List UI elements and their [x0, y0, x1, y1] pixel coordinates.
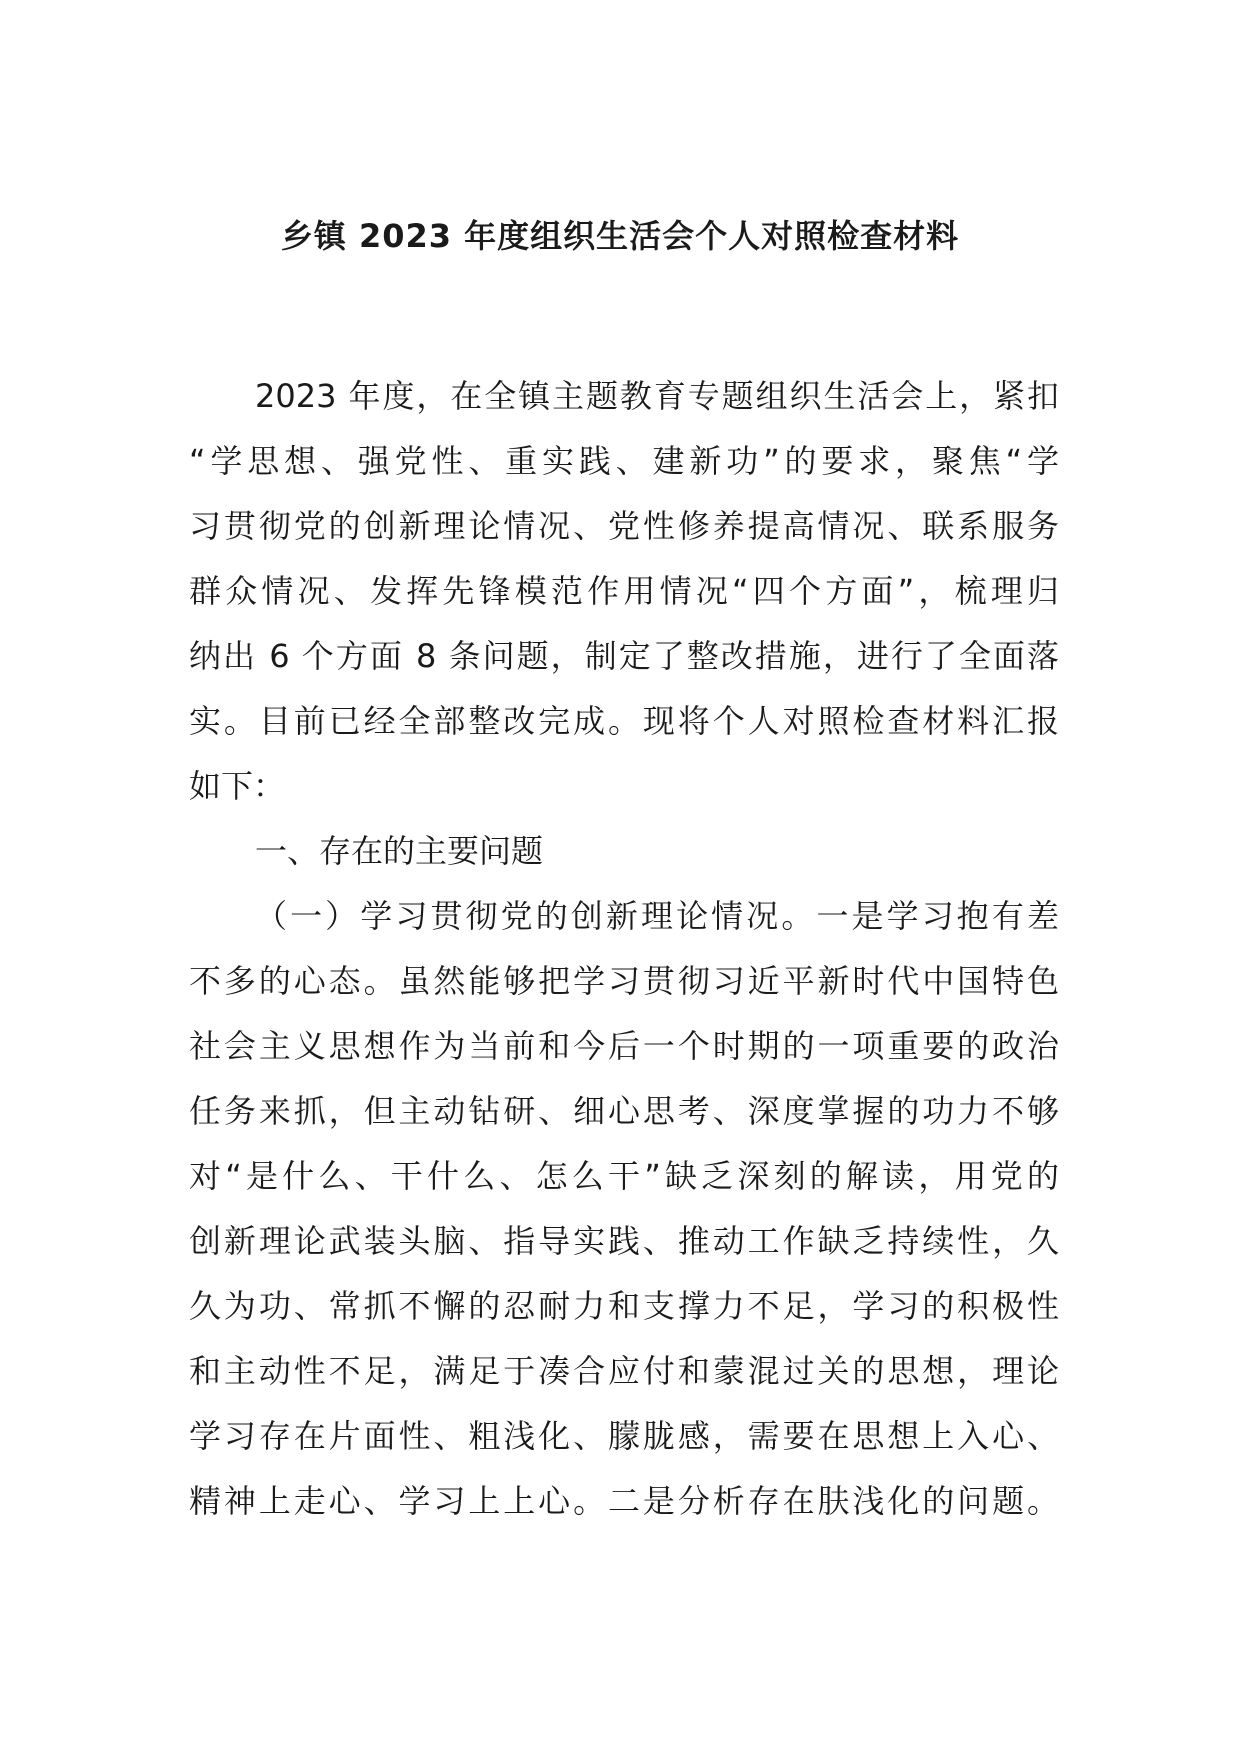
body-line: 实。目前已经全部整改完成。现将个人对照检查材料汇报	[189, 702, 1059, 740]
body-line: 久为功、常抓不懈的忍耐力和支撑力不足，学习的积极性	[189, 1287, 1059, 1325]
body-line: 精神上走心、学习上上心。二是分析存在肤浅化的问题。	[189, 1482, 1059, 1520]
body-line: （一）学习贯彻党的创新理论情况。一是学习抱有差	[255, 897, 1059, 935]
body-line: 习贯彻党的创新理论情况、党性修养提高情况、联系服务	[189, 507, 1059, 545]
body-line: 纳出 6 个方面 8 条问题，制定了整改措施，进行了全面落	[189, 637, 1059, 675]
body-line: 2023 年度，在全镇主题教育专题组织生活会上，紧扣	[255, 377, 1059, 415]
body-line: 创新理论武装头脑、指导实践、推动工作缺乏持续性，久	[189, 1222, 1059, 1260]
body-line: 不多的心态。虽然能够把学习贯彻习近平新时代中国特色	[189, 962, 1059, 1000]
document-body	[189, 364, 1059, 1534]
body-line: 如下：	[189, 767, 286, 805]
body-line: 学习存在片面性、粗浅化、朦胧感，需要在思想上入心、	[189, 1417, 1059, 1455]
body-line: 对“是什么、干什么、怎么干”缺乏深刻的解读，用党的	[189, 1157, 1059, 1195]
body-line: 社会主义思想作为当前和今后一个时期的一项重要的政治	[189, 1027, 1059, 1065]
document-title: 乡镇 2023 年度组织生活会个人对照检查材料	[280, 217, 960, 255]
body-line: 任务来抓，但主动钻研、细心思考、深度掌握的功力不够	[189, 1092, 1059, 1130]
body-line: “学思想、强党性、重实践、建新功”的要求，聚焦“学	[189, 442, 1059, 480]
body-line: 一、存在的主要问题	[255, 832, 544, 870]
body-line: 群众情况、发挥先锋模范作用情况“四个方面”，梳理归	[189, 572, 1059, 610]
body-line: 和主动性不足，满足于凑合应付和蒙混过关的思想，理论	[189, 1352, 1059, 1390]
